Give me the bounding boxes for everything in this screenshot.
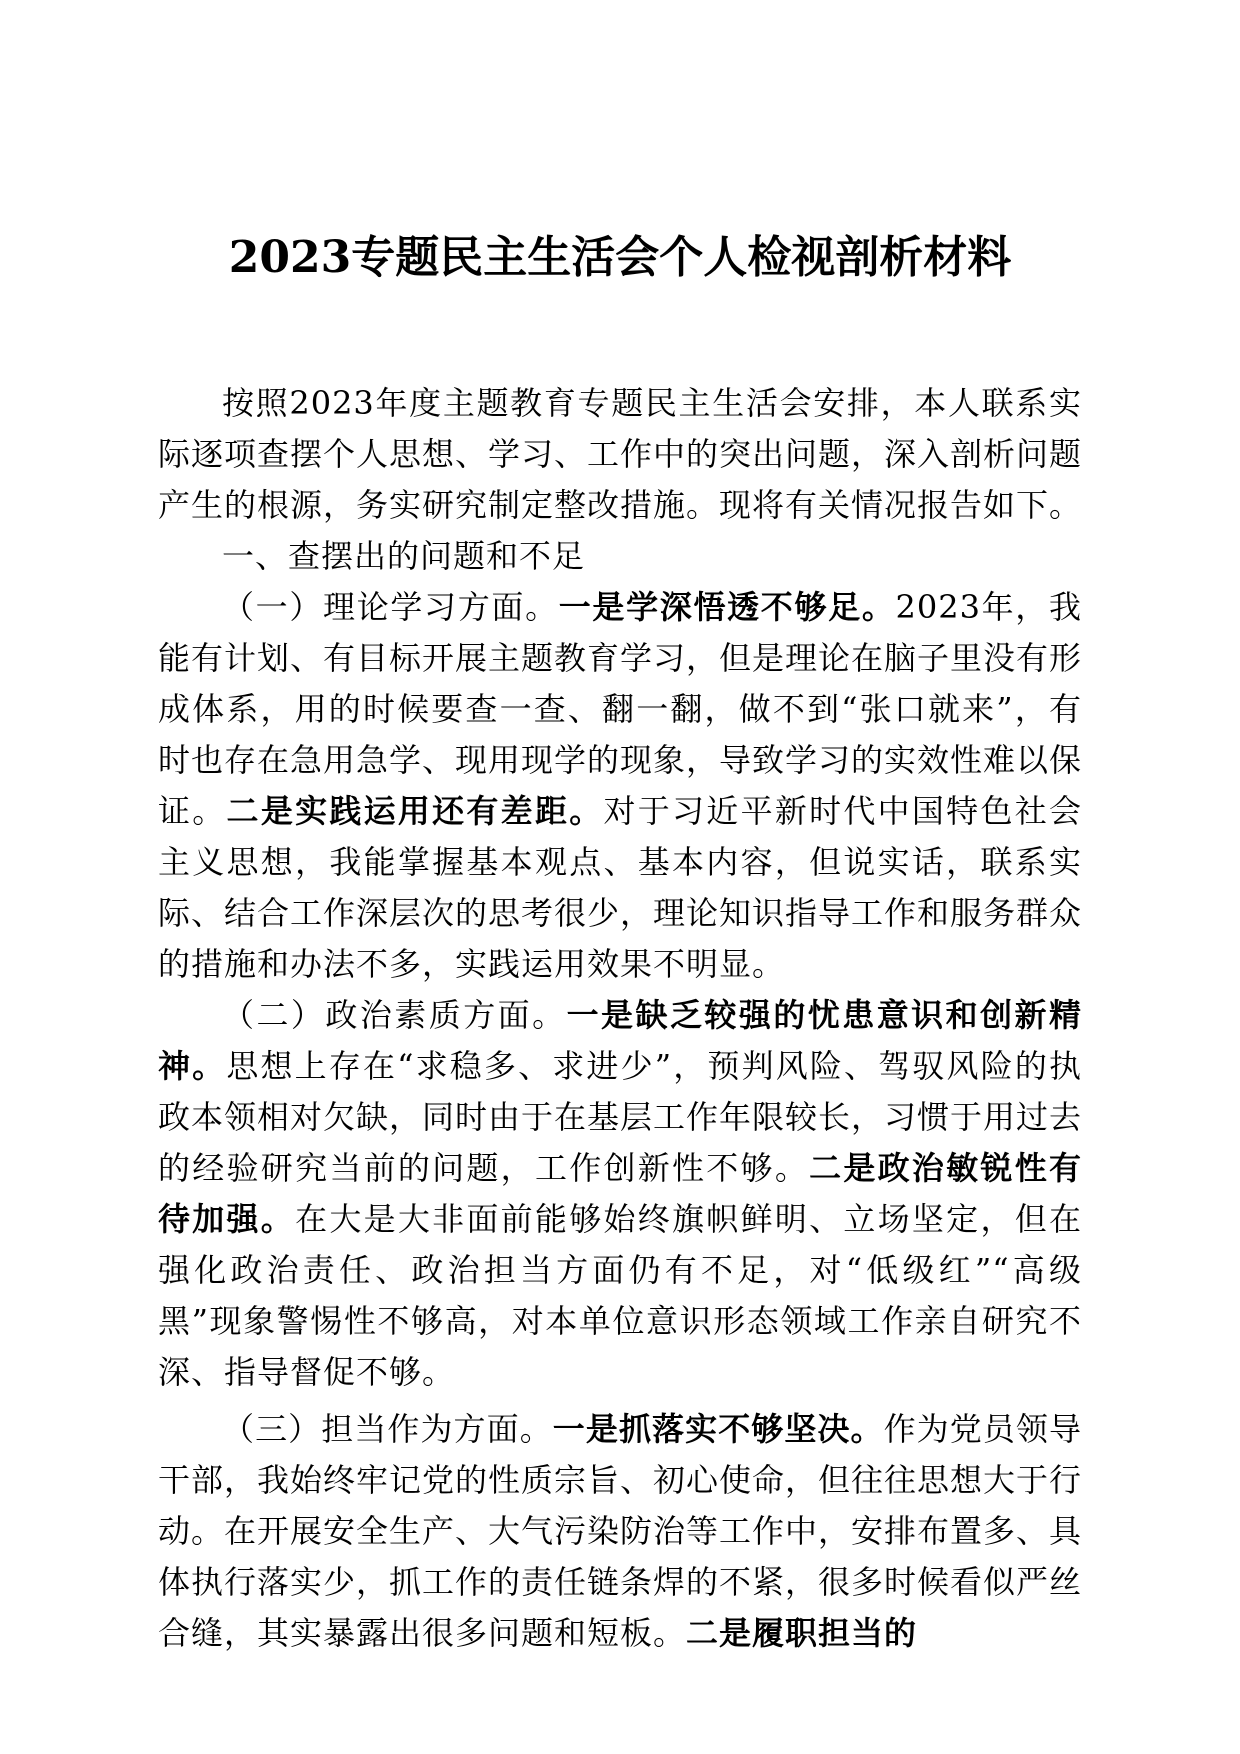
paragraph-theory-study: [158, 582, 1082, 990]
paragraph-political-quality: [158, 990, 1082, 1398]
paragraph-label: （二）政治素质方面。: [222, 996, 567, 1034]
paragraph-label: （三）担当作为方面。: [222, 1410, 553, 1448]
bold-point-1: 一是缺乏较强的忧患意识和创新精神。: [158, 996, 1082, 1085]
bold-point-2: 二是政治敏锐性有待加强。: [158, 1149, 1082, 1238]
document-body: [158, 378, 1082, 1659]
paragraph-responsibility: [158, 1404, 1082, 1659]
bold-point-1: 一是抓落实不够坚决。: [552, 1410, 884, 1448]
bold-point-2: 二是履职担当的: [686, 1614, 918, 1652]
paragraph-text: 2023年，我能有计划、有目标开展主题教育学习，但是理论在脑子里没有形成体系，用的时候要查一查、翻一翻，做不到“张口就来”，有时也存在急用急学、现用现学的现象，导致学习的实效性难以保证。: [158, 588, 1083, 830]
paragraph-text: 在大是大非面前能够始终旗帜鲜明、立场坚定，但在强化政治责任、政治担当方面仍有不足，对“低级红”“高级黑”现象警惕性不够高，对本单位意识形态领域工作亲自研究不深、指导督促不够。: [158, 1200, 1082, 1391]
paragraph-text: 作为党员领导干部，我始终牢记党的性质宗旨、初心使命，但往往思想大于行动。在开展安全生产、大气污染防治等工作中，安排布置多、具体执行落实少，抓工作的责任链条焊的不紧，很多时候看似严丝合缝，其实暴露出很多问题和短板。: [158, 1410, 1083, 1652]
section-heading-problems: 一、查摆出的问题和不足: [222, 537, 586, 575]
paragraph-text: 思想上存在“求稳多、求进少”，预判风险、驾驭风险的执政本领相对欠缺，同时由于在基层工作年限较长，习惯于用过去的经验研究当前的问题，工作创新性不够。: [158, 1047, 1083, 1187]
bold-point-2: 二是实践运用还有差距。: [226, 792, 604, 830]
paragraph-label: （一）理论学习方面。: [222, 588, 559, 626]
page-title: 2023专题民主生活会个人检视剖析材料: [228, 232, 1012, 283]
intro-paragraph: 按照2023年度主题教育专题民主生活会安排，本人联系实际逐项查摆个人思想、学习、工作中的突出问题，深入剖析问题产生的根源，务实研究制定整改措施。现将有关情况报告如下。: [158, 384, 1083, 524]
paragraph-text: 对于习近平新时代中国特色社会主义思想，我能掌握基本观点、基本内容，但说实话，联系实际、结合工作深层次的思考很少，理论知识指导工作和服务群众的措施和办法不多，实践运用效果不明显。: [158, 792, 1083, 983]
bold-point-1: 一是学深悟透不够足。: [558, 588, 896, 626]
